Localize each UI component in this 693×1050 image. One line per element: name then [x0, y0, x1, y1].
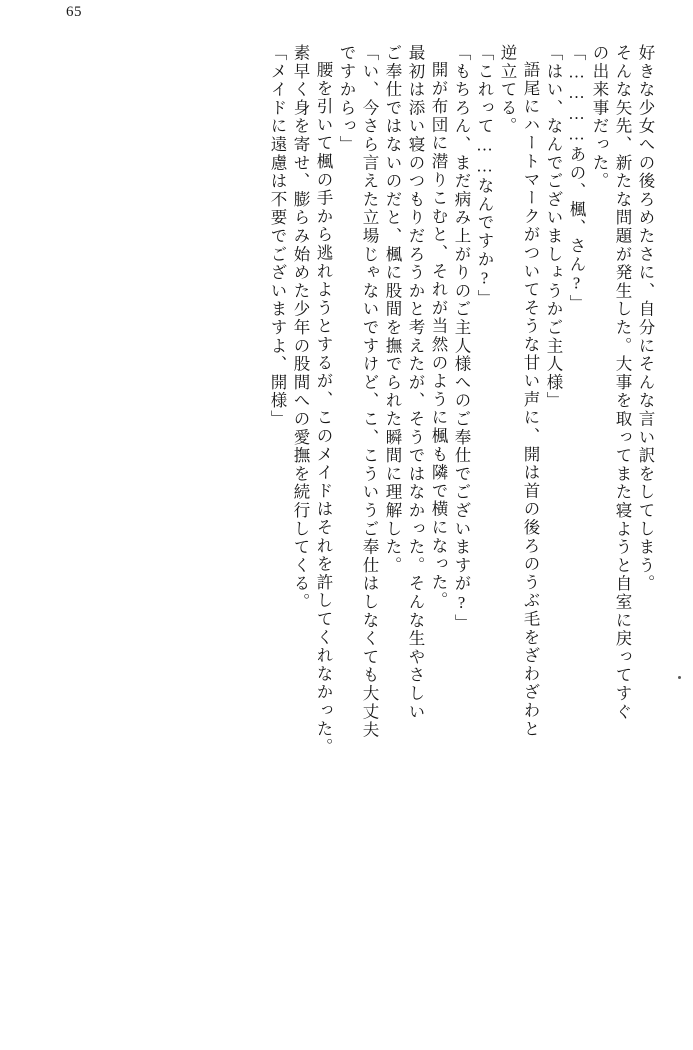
- text-line: 語尾にハートマークがついてそうな甘い声に、開は首の後ろのうぶ毛をざわざわと: [521, 61, 540, 739]
- text-line: そんな矢先、新たな問題が発生した。大事を取ってまた寝ようと自室に戻ってすぐ: [613, 44, 632, 722]
- text-line: 「…………あの、楓、さん?」: [567, 44, 586, 313]
- text-line: の出来事だった。: [590, 44, 609, 191]
- text-line: 「もちろん、まだ病み上がりのご主人様へのご奉仕でございますが?」: [452, 44, 471, 633]
- text-line: 「メイドに遠慮は不要でございますよ、開様」: [268, 44, 287, 429]
- text-line: 開が布団に潜りこむと、それが当然のように楓も隣で横になった。: [429, 61, 448, 610]
- text-line: 「これって……なんですか?」: [475, 44, 494, 308]
- text-line: 素早く身を寄せ、膨らみ始めた少年の股間への愛撫を続行してくる。: [291, 44, 310, 612]
- text-line: ですからっ」: [337, 44, 356, 154]
- text-line: 腰を引いて楓の手から逃れようとするが、このメイドはそれを許してくれなかった。: [314, 61, 333, 757]
- text-line: ご奉仕ではないのだと、楓に股間を撫でられた瞬間に理解した。: [383, 44, 402, 575]
- text-line: 「はい、なんでございましょうかご主人様」: [544, 44, 563, 410]
- text-line: 「い、今さら言えた立場じゃないですけど、こ、こういうご奉仕はしなくても大丈夫: [360, 44, 379, 740]
- text-line: 最初は添い寝のつもりだろうかと考えたが、そうではなかった。そんな生やさしい: [406, 44, 425, 722]
- print-speck: [678, 676, 681, 679]
- page-number: 65: [66, 4, 82, 20]
- text-line: 逆立てる。: [498, 44, 517, 136]
- vertical-text-body: [40, 44, 653, 1004]
- text-line: 好きな少女への後ろめたさに、自分にそんな言い訳をしてしまう。: [636, 44, 655, 593]
